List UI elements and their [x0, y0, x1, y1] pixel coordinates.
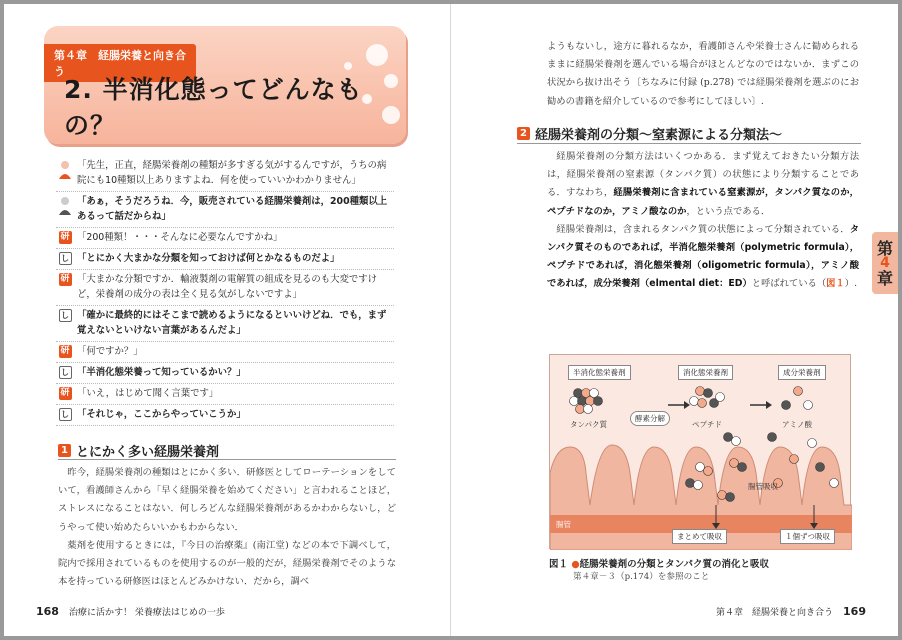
- paragraph: 昨今，経腸栄養剤の種類はとにかく多い．研修医としてローテーションをしていて，看護師さんから「早く経腸栄養を始めてください」と言われることほど，ストレスになることはない．何しろどんな経腸栄養剤があるかわからないし，どうやって使い始めたらいいかもわからない．: [58, 467, 396, 533]
- section-title: とにかく多い経腸栄養剤: [76, 445, 220, 460]
- dialog-text: 「いえ，はじめて聞く言葉です」: [77, 388, 219, 399]
- chapter-side-tab: [872, 232, 898, 294]
- decorative-bubble: [344, 62, 352, 70]
- section-rule: [58, 459, 396, 460]
- chapter-title-box: [44, 26, 406, 144]
- speaker-badge: 研: [60, 388, 70, 398]
- right-folio: [716, 605, 866, 618]
- figure-1: [549, 354, 851, 549]
- speaker-badge: し: [59, 309, 72, 322]
- speaker-badge: 研: [60, 346, 70, 356]
- body-text-1: [58, 464, 396, 591]
- left-page: [4, 4, 451, 636]
- side-tab-number: 4: [880, 254, 890, 271]
- dialog-row: [56, 306, 394, 342]
- book-spread: [4, 4, 898, 636]
- paragraph: 薬剤を使用するときには，『今日の治療薬』(南江堂) などの本で下調べして，院内で採用されているものを使用するのが一般的だが，経腸栄養剤でそのような本を持っている研修医はほとんどみかけない．だから，調べ: [58, 539, 396, 588]
- label-amino: アミノ酸: [782, 420, 812, 429]
- page-number: 169: [843, 605, 866, 618]
- dialog-row: [56, 156, 394, 192]
- speaker-badge: し: [59, 408, 72, 421]
- dialog-text: 「大まかな分類ですか．輸液製剤の電解質の組成を見るのも大変ですけど，栄養剤の成分の表は全く見る気がしないですよ」: [77, 274, 378, 300]
- dialog-text: 「先生，正直，経腸栄養剤の種類が多すぎる気がするんですが，うちの病院にも10種類以上ありますよね．何を使っていいかわかりません」: [77, 160, 387, 186]
- emphasis: 経腸栄養剤に含まれている窒素源が，タンパク質なのか，ペプチドなのか，アミノ酸なのか: [547, 187, 859, 217]
- figure-illustration: [550, 355, 852, 550]
- dialog-row: [56, 228, 394, 249]
- intro-text: [547, 38, 859, 111]
- figure-reference-link[interactable]: 図１: [826, 278, 845, 290]
- dialog-row: [56, 192, 394, 228]
- decorative-bubble: [366, 44, 388, 66]
- running-title: 第４章 経腸栄養と向き合う: [716, 608, 834, 618]
- right-page: [451, 4, 898, 636]
- label-enzyme: 酵素分解: [630, 411, 670, 426]
- chapter-tag: 第４章 経腸栄養と向き合う: [44, 44, 196, 82]
- emphasis: タンパク質そのものであれば，半消化態栄養剤（polymetric formula），ペプチドであれば，消化態栄養剤（oligometric formula），アミノ酸であれば，成分栄養剤（elmental diet：ED）: [547, 223, 859, 290]
- caption-number: 図１: [549, 559, 569, 570]
- dialog-row: [56, 270, 394, 306]
- resident-avatar-icon: [57, 159, 73, 181]
- label-oligomeric: 消化態栄養剤: [678, 365, 733, 380]
- figure-subcaption: 第４章－３（p.174）を参照のこと: [573, 572, 710, 582]
- section-number: 1: [58, 444, 71, 457]
- dialog-text: 「あぁ，そうだろうね．今，販売されている経腸栄養剤は，200種類以上あるって話だからね」: [77, 196, 388, 222]
- dialog-text: 「とにかく大まかな分類を知っておけば何とかなるものだよ」: [77, 253, 340, 264]
- dialog-text: 「それじゃ，ここからやっていこうか」: [77, 409, 246, 420]
- dialog-row: [56, 342, 394, 363]
- left-folio: [36, 605, 225, 618]
- body-text-2: [547, 148, 859, 294]
- label-together: まとめて吸収: [672, 529, 727, 544]
- dialog-row: [56, 384, 394, 405]
- label-elemental: 成分栄養剤: [778, 365, 826, 380]
- caption-text: 経腸栄養剤の分類とタンパク質の消化と吸収: [579, 559, 769, 570]
- label-polymeric: 半消化態栄養剤: [568, 365, 631, 380]
- label-peptide: ペプチド: [692, 420, 722, 429]
- running-title: 治療に活かす！ 栄養療法はじめの一歩: [68, 608, 225, 618]
- dialog-list: [56, 156, 394, 426]
- speaker-badge: 研: [60, 232, 70, 242]
- dialog-text: 「確かに最終的にはそこまで読めるようになるといいけどね．でも，まず覚えないといけない言葉があるんだよ」: [77, 310, 387, 336]
- label-one-by-one: １個ずつ吸収: [780, 529, 835, 544]
- section-title: 経腸栄養剤の分類〜窒素源による分類法〜: [535, 128, 783, 143]
- dialog-row: [56, 249, 394, 270]
- caption-bullet-icon: ●: [571, 559, 580, 570]
- dialog-text: 「何ですか？」: [77, 346, 143, 357]
- dialog-row: [56, 405, 394, 426]
- paragraph: 経腸栄養剤は，含まれるタンパク質の状態によって分類されている．タンパク質そのものであれば，半消化態栄養剤（polymetric formula），ペプチドであれば，消化態栄養剤（oligometric formula），アミノ酸であれば，成分栄養剤（elmental diet：ED）と呼ばれている（図１）.: [547, 223, 859, 290]
- dialog-row: [56, 363, 394, 384]
- label-absorb: 腸管吸収: [748, 482, 778, 491]
- section-rule: [517, 143, 861, 144]
- side-tab-bottom: 章: [876, 268, 893, 288]
- side-tab-top: 第: [876, 238, 893, 258]
- figure-caption: [549, 556, 769, 570]
- section-heading-2: [517, 124, 782, 143]
- dialog-text: 「半消化態栄養って知っているかい？」: [77, 367, 246, 378]
- speaker-badge: し: [59, 252, 72, 265]
- dialog-text: 「200種類！・・・そんなに必要なんですかね」: [77, 232, 283, 243]
- label-lumen: 腸管: [556, 520, 571, 529]
- page-title: 2. 半消化態ってどんなもの？: [64, 75, 363, 140]
- paragraph: ようもないし，途方に暮れるなか，看護師さんや栄養士さんに勧められるままに経腸栄養剤を選んでいる場合がほとんどなのではないか．まずこの状況から抜け出そう〔ちなみに付録 (p.278) では経腸栄養剤を選ぶのにお勧めの書籍を紹介しているので参考にしてほしい〕.: [547, 41, 859, 107]
- paragraph: 経腸栄養剤の分類方法はいくつかある．まず覚えておきたい分類方法は，経腸栄養剤の窒素源（タンパク質）の状態により分類することである．すなわち，経腸栄養剤に含まれている窒素源が，タンパク質なのか，ペプチドなのか，アミノ酸なのか，という点である．: [547, 151, 859, 217]
- speaker-badge: し: [59, 366, 72, 379]
- section-number: 2: [517, 127, 530, 140]
- page-number: 168: [36, 605, 59, 618]
- speaker-badge: 研: [60, 274, 70, 284]
- section-heading-1: [58, 441, 219, 460]
- label-protein: タンパク質: [570, 420, 607, 429]
- doctor-avatar-icon: [57, 195, 73, 217]
